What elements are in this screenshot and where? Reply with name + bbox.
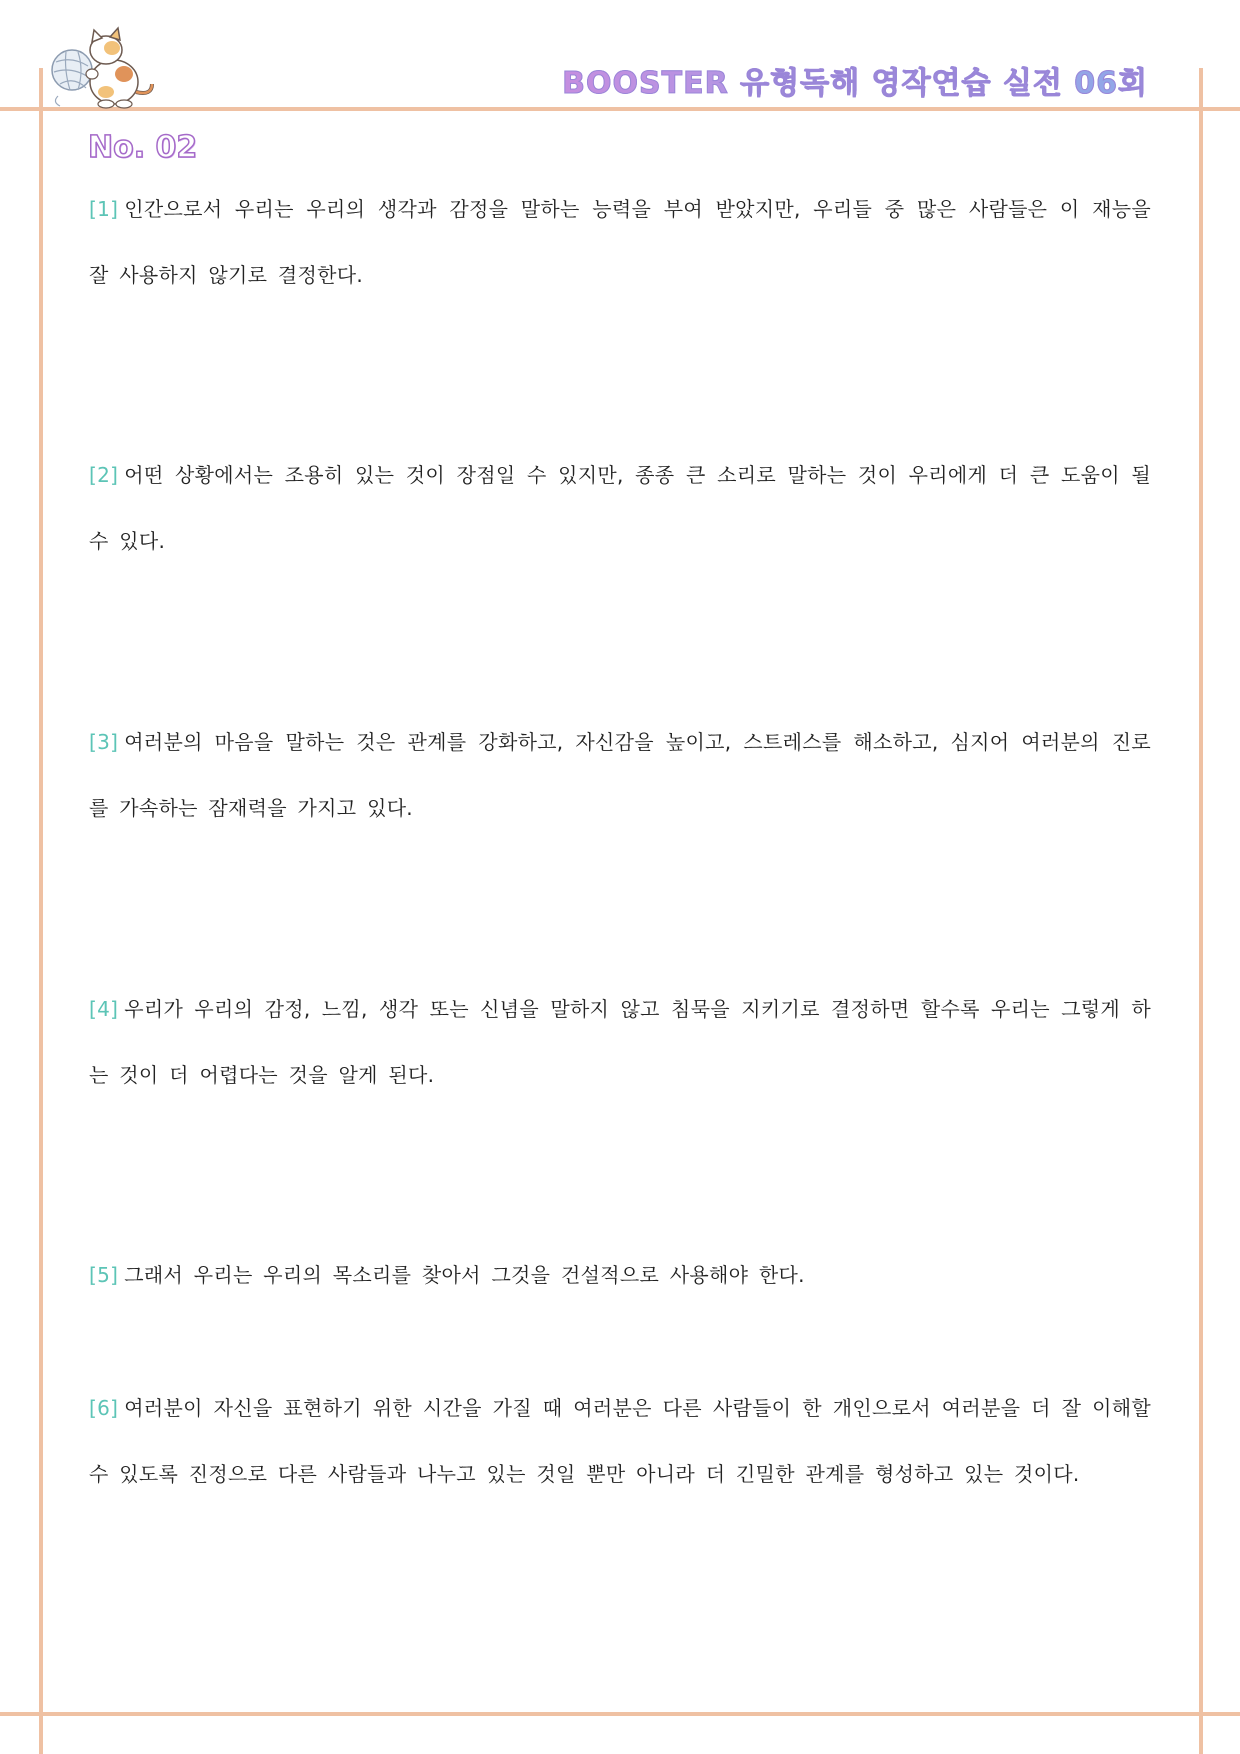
sentence-number: [6] — [89, 1396, 119, 1420]
left-margin-rule — [39, 68, 43, 1754]
sentence-number: [2] — [89, 463, 119, 487]
header-rule — [0, 107, 1240, 111]
sentence-number: [5] — [89, 1263, 119, 1287]
sentence-text: 여러분이 자신을 표현하기 위한 시간을 가질 때 여러분은 다른 사람들이 한 개인으로서 여러분을 더 잘 이해할 수 있도록 진정으로 다른 사람들과 나누고 있는 것일 뿐만 아니라 더 긴밀한 관계를 형성하고 있는 것이다. — [89, 1396, 1151, 1486]
sentence-text: 인간으로서 우리는 우리의 생각과 감정을 말하는 능력을 부여 받았지만, 우리들 중 많은 사람들은 이 재능을 잘 사용하지 않기로 결정한다. — [89, 197, 1151, 287]
sentence-number: [4] — [89, 997, 119, 1021]
sentence-text: 여러분의 마음을 말하는 것은 관계를 강화하고, 자신감을 높이고, 스트레스를 해소하고, 심지어 여러분의 진로를 가속하는 잠재력을 가지고 있다. — [89, 730, 1151, 820]
problem-number: No. 02 — [88, 130, 198, 165]
page-header-title: BOOSTER 유형독해 영작연습 실전 06회 — [562, 58, 1148, 102]
sentence-text: 우리가 우리의 감정, 느낌, 생각 또는 신념을 말하지 않고 침묵을 지키기로 결정하면 할수록 우리는 그렇게 하는 것이 더 어렵다는 것을 알게 된다. — [89, 997, 1151, 1087]
sentence-item — [89, 176, 1151, 308]
sentence-number: [3] — [89, 730, 119, 754]
right-margin-rule — [1199, 68, 1203, 1754]
sentence-text: 어떤 상황에서는 조용히 있는 것이 장점일 수 있지만, 종종 큰 소리로 말하는 것이 우리에게 더 큰 도움이 될 수 있다. — [89, 463, 1151, 553]
sentence-item — [89, 976, 1151, 1108]
sentence-text: 그래서 우리는 우리의 목소리를 찾아서 그것을 건설적으로 사용해야 한다. — [124, 1263, 805, 1287]
sentence-item — [89, 1375, 1151, 1507]
sentence-item — [89, 1242, 1151, 1308]
sentence-item — [89, 709, 1151, 841]
sentence-item — [89, 442, 1151, 574]
footer-rule — [0, 1712, 1240, 1716]
cat-with-yarn-icon — [48, 26, 160, 110]
sentence-number: [1] — [89, 197, 119, 221]
